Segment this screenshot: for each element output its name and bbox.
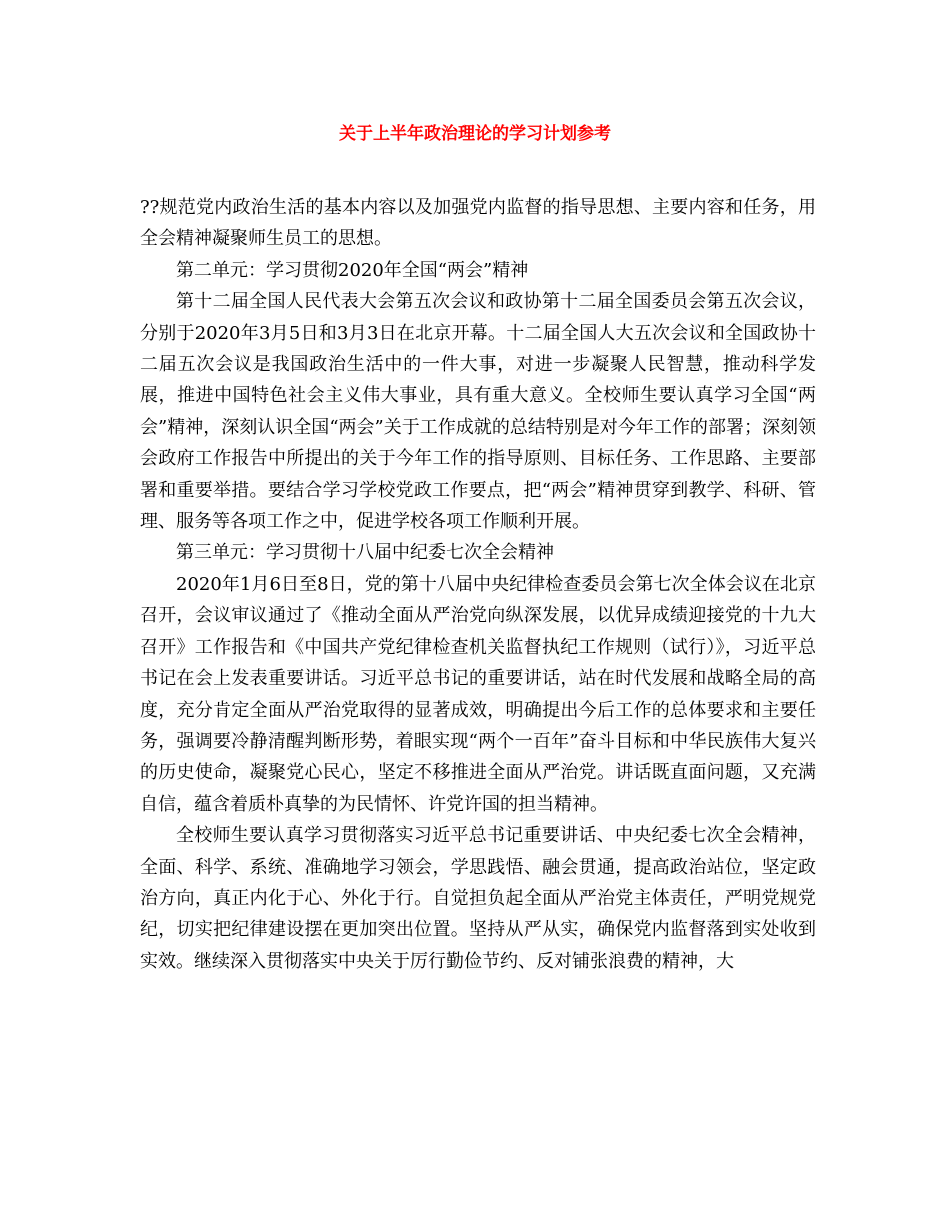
paragraph-4: 全校师生要认真学习贯彻落实习近平总书记重要讲话、中央纪委七次全会精神，全面、科学、系统、准确地学习领会，学思践悟、融会贯通，提高政治站位，坚定政治方向，真正内化于心、外化于行。自觉担负起全面从严治党主体责任，严明党规党纪，切实把纪律建设摆在更加突出位置。坚持从严从实，确保党内监督落到实处收到实效。继续深入贯彻落实中央关于厉行勤俭节约、反对铺张浪费的精神，大 [140,825,816,972]
paragraph-3: 2020年1月6日至8日，党的第十八届中央纪律检查委员会第七次全体会议在北京召开，会议审议通过了《推动全面从严治党向纵深发展，以优异成绩迎接党的十九大召开》工作报告和《中国共产党纪律检查机关监督执纪工作规则（试行）》，习近平总书记在会上发表重要讲话。习近平总书记的重要讲话，站在时代发展和战略全局的高度，充分肯定全面从严治党取得的显著成效，明确提出今后工作的总体要求和主要任务，强调要冷静清醒判断形势，着眼实现“两个一百年”奋斗目标和中华民族伟大复兴的历史使命，凝聚党心民心，坚定不移推进全面从严治党。讲话既直面问题，又充满自信，蕴含着质朴真挚的为民情怀、许党许国的担当精神。 [140,573,816,815]
section-heading-unit-3: 第三单元：学习贯彻十八届中纪委七次全会精神 [176,542,554,564]
paragraph-2: 第十二届全国人民代表大会第五次会议和政协第十二届全国委员会第五次会议，分别于2020年3月5日和3月3日在北京开幕。十二届全国人大五次会议和全国政协十二届五次会议是我国政治生活中的一件大事，对进一步凝聚人民智慧，推动科学发展，推进中国特色社会主义伟大事业，具有重大意义。全校师生要认真学习全国“两会”精神，深刻认识全国“两会”关于工作成就的总结特别是对今年工作的部署；深刻领会政府工作报告中所提出的关于今年工作的指导原则、目标任务、工作思路、主要部署和重要举措。要结合学习学校党政工作要点，把“两会”精神贯穿到教学、科研、管理、服务等各项工作之中，促进学校各项工作顺利开展。 [140,291,816,533]
document-body [140,192,816,977]
section-heading-unit-2: 第二单元：学习贯彻2020年全国“两会”精神 [176,259,529,281]
paragraph-1: ??规范党内政治生活的基本内容以及加强党内监督的指导思想、主要内容和任务，用全会精神凝聚师生员工的思想。 [140,197,816,250]
document-title: 关于上半年政治理论的学习计划参考 [339,124,611,144]
